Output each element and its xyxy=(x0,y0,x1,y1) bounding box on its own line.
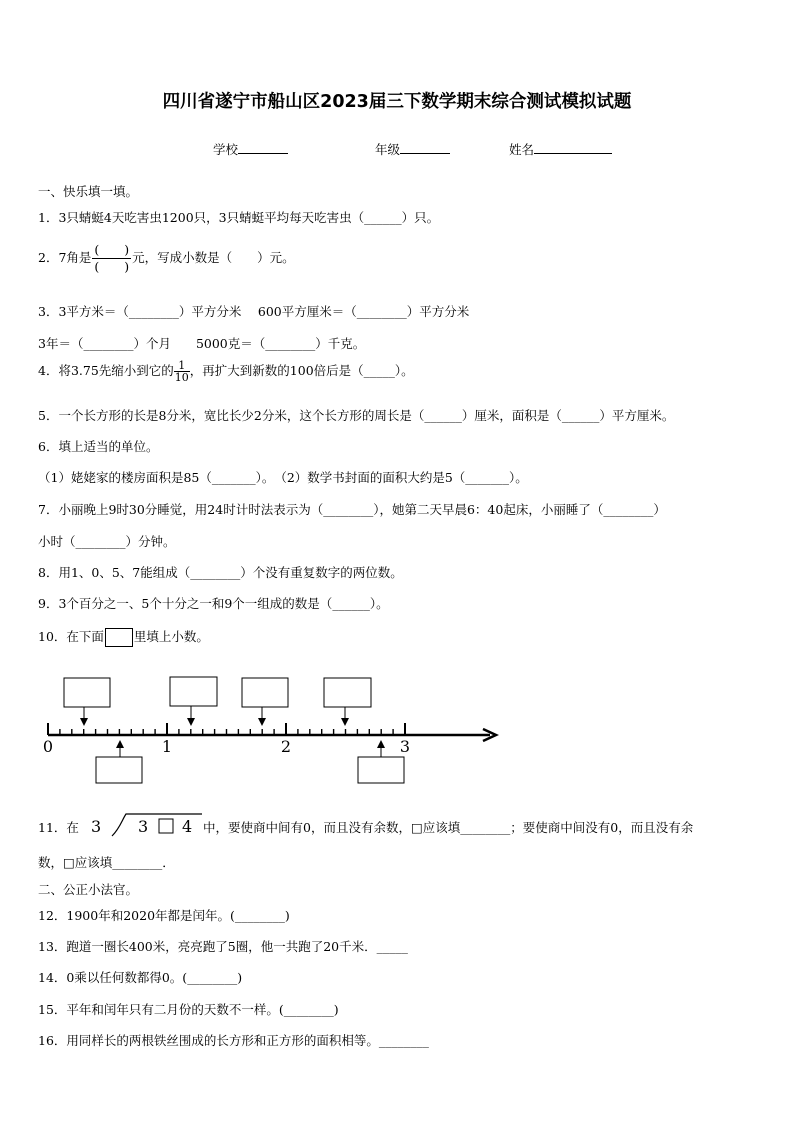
school-blank[interactable] xyxy=(238,141,288,154)
name-blank[interactable] xyxy=(534,141,612,154)
question-8: 8．用1、0、5、7能组成（________）个没有重复数字的两位数。 xyxy=(38,565,403,580)
q11-prefix: 11．在 xyxy=(38,820,79,835)
answer-box-top-3[interactable] xyxy=(242,678,288,707)
question-7-line2: 小时（________）分钟。 xyxy=(38,534,176,549)
number-line-label-0: 0 xyxy=(42,737,54,756)
question-12: 12．1900年和2020年都是闰年。(________) xyxy=(38,908,290,923)
question-7-line1: 7．小丽晚上9时30分睡觉，用24时计时法表示为（________），她第二天早晨6：40起床，小丽睡了（________） xyxy=(38,502,666,517)
question-3-line2: 3年＝（________）个月 5000克＝（________）千克。 xyxy=(38,336,366,351)
q11-text: 中，要使商中间有0，而且没有余数，□应该填________；要使商中间没有0，而且没有余 xyxy=(203,820,694,835)
answer-box-bottom-1[interactable] xyxy=(96,757,142,783)
school-label: 学校 xyxy=(213,142,239,157)
answer-box-top-2[interactable] xyxy=(170,677,217,706)
answer-box-top-1[interactable] xyxy=(64,678,110,707)
q4-fraction xyxy=(174,360,190,383)
answer-box-bottom-2[interactable] xyxy=(358,757,404,783)
question-9: 9．3个百分之一、5个十分之一和9个一组成的数是（______）。 xyxy=(38,596,389,611)
question-11-line2: 数，□应该填________． xyxy=(38,855,175,870)
question-3-line1: 3．3平方米＝（________）平方分米 600平方厘米＝（________）平方分米 xyxy=(38,304,470,319)
q2-fraction xyxy=(92,242,131,275)
q2-prefix: 2．7角是 xyxy=(38,250,92,265)
q10-prefix: 10．在下面 xyxy=(38,629,104,644)
question-13: 13．跑道一圈长400米，亮亮跑了5圈，他一共跑了20千米．_____ xyxy=(38,939,408,954)
number-line-diagram xyxy=(0,665,794,790)
question-14: 14．0乘以任何数都得0。(________) xyxy=(38,970,243,985)
school-field xyxy=(213,140,288,158)
q10-suffix: 里填上小数。 xyxy=(133,629,209,644)
number-line-label-1: 1 xyxy=(161,737,173,756)
question-10 xyxy=(38,627,209,647)
section-1-heading: 一、快乐填一填。 xyxy=(38,184,139,199)
q10-inline-box xyxy=(105,628,133,647)
question-11-line1 xyxy=(38,818,79,836)
q2-suffix: 元，写成小数是（ ）元。 xyxy=(132,250,295,265)
number-line-label-2: 2 xyxy=(280,737,292,756)
question-16: 16．用同样长的两根铁丝围成的长方形和正方形的面积相等。________ xyxy=(38,1033,429,1048)
number-line-ticks xyxy=(48,723,405,735)
q4-denominator: 10 xyxy=(174,371,189,384)
number-line-label-3: 3 xyxy=(399,737,411,756)
question-1: 1．3只蜻蜓4天吃害虫1200只，3只蜻蜓平均每天吃害虫（______）只。 xyxy=(38,210,440,225)
long-division-sign xyxy=(86,810,206,840)
answer-box-top-4[interactable] xyxy=(324,678,371,707)
grade-label: 年级 xyxy=(375,142,401,157)
grade-blank[interactable] xyxy=(400,141,450,154)
section-2-heading: 二、公正小法官。 xyxy=(38,882,139,897)
question-5: 5．一个长方形的长是8分米，宽比长少2分米，这个长方形的周长是（______）厘米，面积是（______）平方厘米。 xyxy=(38,408,675,423)
question-4 xyxy=(38,360,414,383)
division-divisor: 3 xyxy=(91,817,102,836)
question-15: 15．平年和闰年只有二月份的天数不一样。(________) xyxy=(38,1002,339,1017)
division-blank-box[interactable] xyxy=(159,819,173,833)
grade-field xyxy=(375,140,450,158)
q2-numerator: ( ) xyxy=(94,242,130,257)
q4-prefix: 4．将3.75先缩小到它的 xyxy=(38,363,174,378)
division-dividend-digit-2: 4 xyxy=(182,817,193,836)
q2-denominator: ( ) xyxy=(94,259,130,274)
page-title: 四川省遂宁市船山区2023届三下数学期末综合测试模拟试题 xyxy=(162,92,632,112)
question-6-sub: （1）姥姥家的楼房面积是85（_______）。 （2）数学书封面的面积大约是5（_______）。 xyxy=(38,470,528,485)
question-2 xyxy=(38,242,295,275)
question-6: 6．填上适当的单位。 xyxy=(38,439,159,454)
q4-suffix: ，再扩大到新数的100倍后是（_____）。 xyxy=(189,363,414,378)
division-dividend-digit-1: 3 xyxy=(138,817,149,836)
name-label: 姓名 xyxy=(509,142,535,157)
q4-numerator: 1 xyxy=(174,360,190,372)
name-field xyxy=(509,140,612,158)
